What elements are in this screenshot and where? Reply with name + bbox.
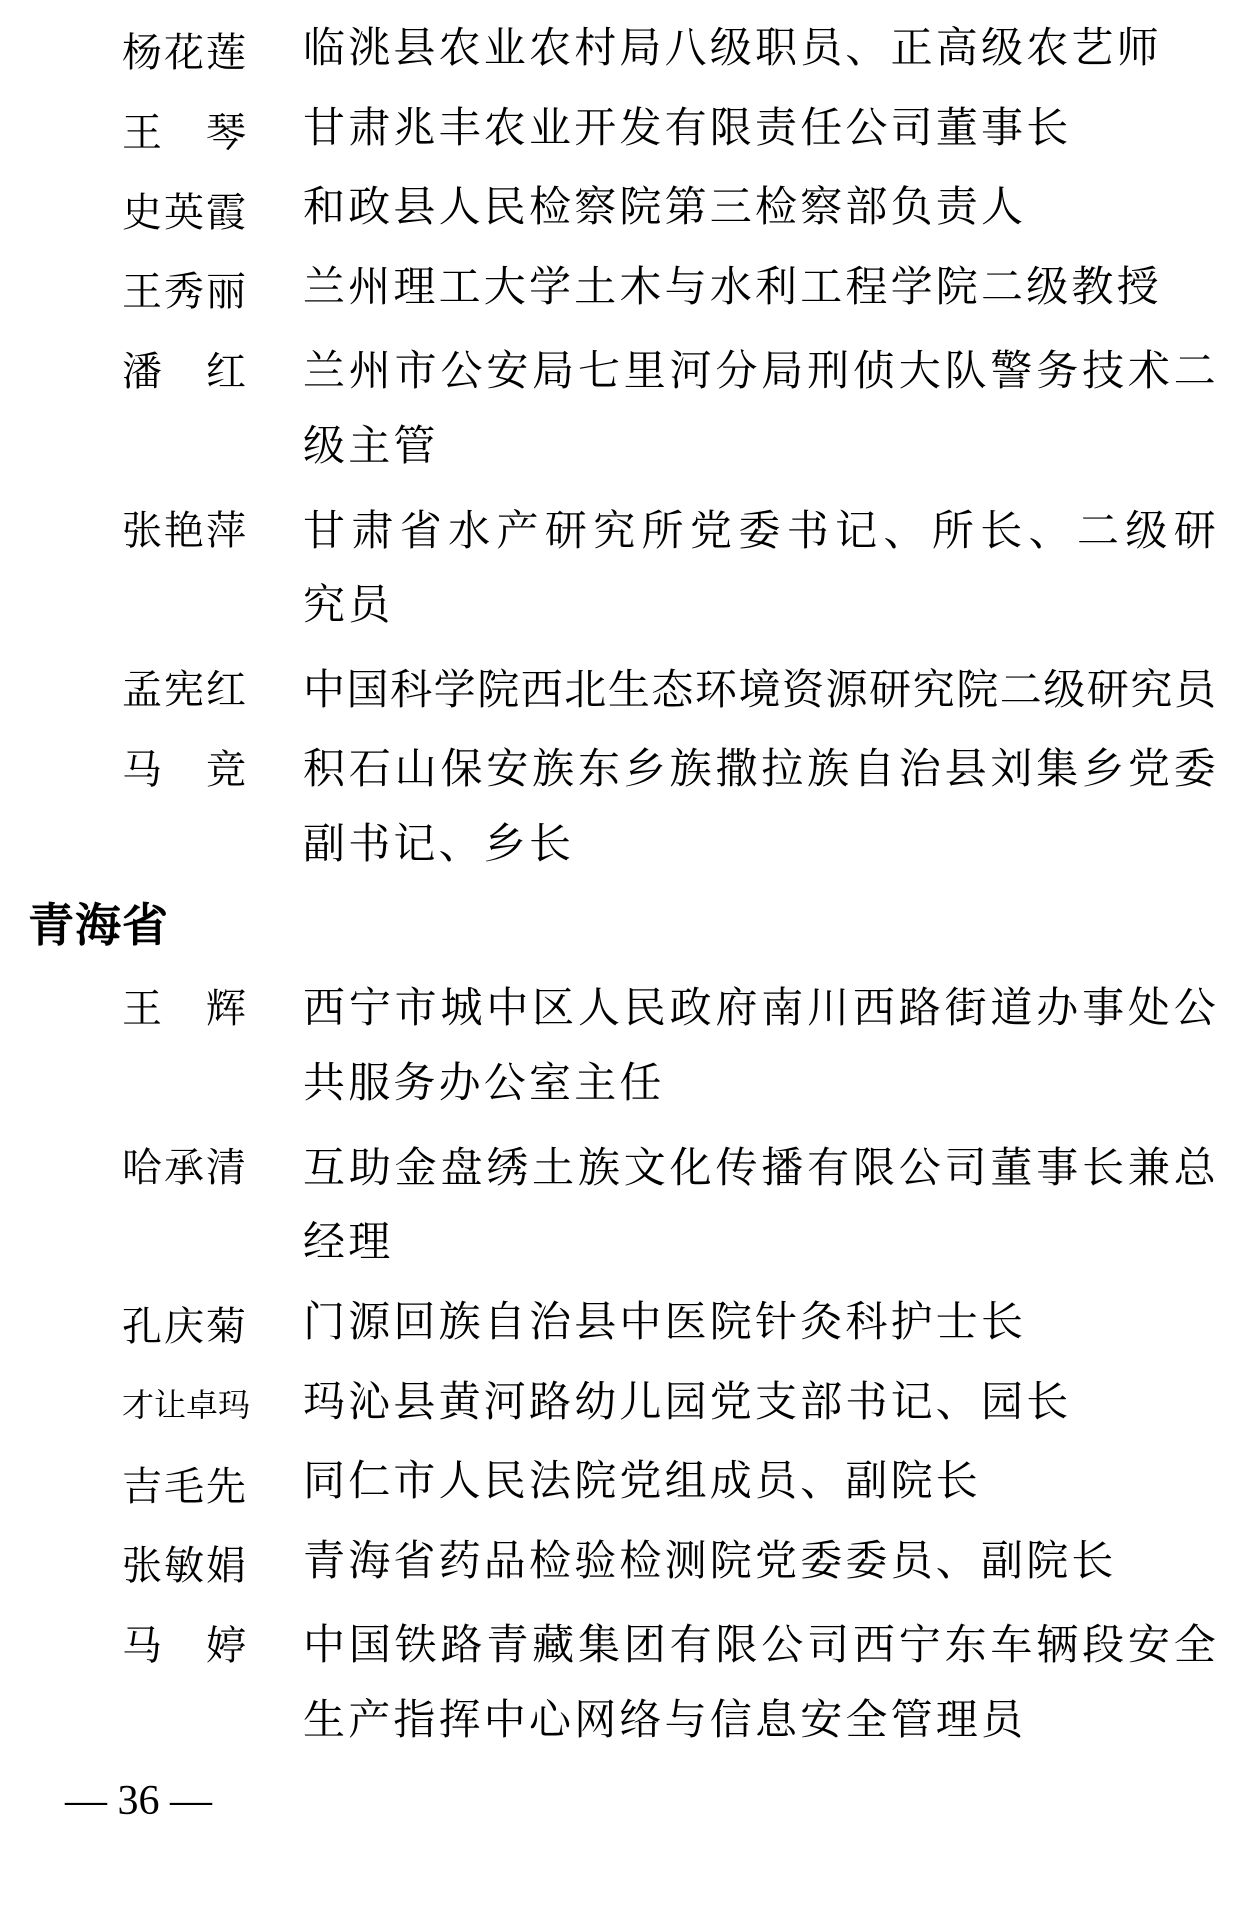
- person-name: 潘 红: [122, 348, 246, 394]
- person-name: 马 婷: [122, 1622, 246, 1668]
- person-title-continued: 级主管: [303, 424, 439, 471]
- person-title: 兰州理工大学土木与水利工程学院二级教授: [303, 264, 1162, 311]
- list-row: [0, 1284, 1242, 1364]
- person-title: 门源回族自治县中医院针灸科护士长: [303, 1300, 1027, 1346]
- person-name: 史 英 霞: [122, 189, 246, 235]
- list-row: [0, 966, 1242, 1046]
- list-row: [0, 647, 1242, 727]
- list-row: [0, 249, 1242, 329]
- person-name: 王 秀 丽: [122, 269, 246, 315]
- list-row: [0, 329, 1242, 409]
- person-name: 哈 承 清: [122, 1145, 246, 1191]
- person-name: 孟 宪 红: [122, 667, 246, 713]
- person-name: 王 琴: [122, 109, 246, 155]
- person-name: 才 让 卓 玛: [122, 1387, 251, 1424]
- person-title: 中 国 铁 路 青 藏 集 团 有 限 公 司 西 宁 东 车 辆 段 安 全: [303, 1623, 1216, 1670]
- page-footer: [0, 1762, 1242, 1842]
- list-row: [0, 1523, 1242, 1603]
- person-title: 兰 州 市 公 安 局 七 里 河 分 局 刑 侦 大 队 警 务 技 术 二: [303, 349, 1216, 396]
- province-section-header: 青海省: [28, 898, 169, 951]
- person-title: 同仁市人民法院党组成员、副院长: [303, 1459, 982, 1506]
- list-row-continuation: [0, 1204, 1242, 1284]
- person-title: 临洮县农业农村局八级职员、正高级农艺师: [303, 26, 1162, 72]
- list-row: [0, 1443, 1242, 1523]
- list-row-continuation: [0, 806, 1242, 886]
- list-row-continuation: [0, 1682, 1242, 1762]
- person-title-continued: 副书记、乡长: [303, 822, 575, 869]
- person-name: 马 竞: [122, 746, 246, 792]
- list-row-continuation: [0, 567, 1242, 647]
- list-row-continuation: [0, 1045, 1242, 1125]
- person-title: 互 助 金 盘 绣 土 族 文 化 传 播 有 限 公 司 董 事 长 兼 总: [303, 1145, 1216, 1192]
- list-row: [0, 1603, 1242, 1683]
- person-title: 积 石 山 保 安 族 东 乡 族 撒 拉 族 自 治 县 刘 集 乡 党 委: [303, 747, 1216, 794]
- list-row: [0, 488, 1242, 568]
- person-title-continued: 共服务办公室主任: [303, 1061, 665, 1108]
- person-title-continued: 生产指挥中心网络与信息安全管理员: [303, 1698, 1027, 1745]
- person-name: 杨 花 莲: [122, 30, 246, 76]
- list-row: [0, 727, 1242, 807]
- person-title: 甘 肃 省 水 产 研 究 所 党 委 书 记 、 所 长 、 二 级 研: [303, 508, 1216, 555]
- person-title-continued: 经理: [303, 1220, 394, 1267]
- roster-list: [0, 10, 1242, 1841]
- section-header-row: [0, 886, 1242, 966]
- person-title: 青海省药品检验检测院党委委员、副院长: [303, 1538, 1117, 1585]
- person-title: 玛沁县黄河路幼儿园党支部书记、园长: [303, 1379, 1072, 1426]
- person-name: 孔 庆 菊: [122, 1304, 246, 1350]
- person-name: 吉 毛 先: [122, 1463, 246, 1509]
- person-title: 西 宁 市 城 中 区 人 民 政 府 南 川 西 路 街 道 办 事 处 公: [303, 986, 1216, 1033]
- person-title: 和政县人民检察院第三检察部负责人: [303, 185, 1027, 232]
- list-row: [0, 10, 1242, 90]
- person-title-continued: 究员: [303, 583, 394, 630]
- list-row: [0, 1364, 1242, 1444]
- list-row: [0, 90, 1242, 170]
- page-number: — 36 —: [65, 1777, 212, 1824]
- list-row: [0, 1125, 1242, 1205]
- person-name: 张 敏 娟: [122, 1543, 246, 1589]
- person-name: 王 辉: [122, 985, 246, 1031]
- person-name: 张 艳 萍: [122, 508, 246, 554]
- list-row: [0, 169, 1242, 249]
- list-row-continuation: [0, 408, 1242, 488]
- person-title: 中 国 科 学 院 西 北 生 态 环 境 资 源 研 究 院 二 级 研 究 员: [303, 667, 1216, 714]
- person-title: 甘肃兆丰农业开发有限责任公司董事长: [303, 105, 1072, 152]
